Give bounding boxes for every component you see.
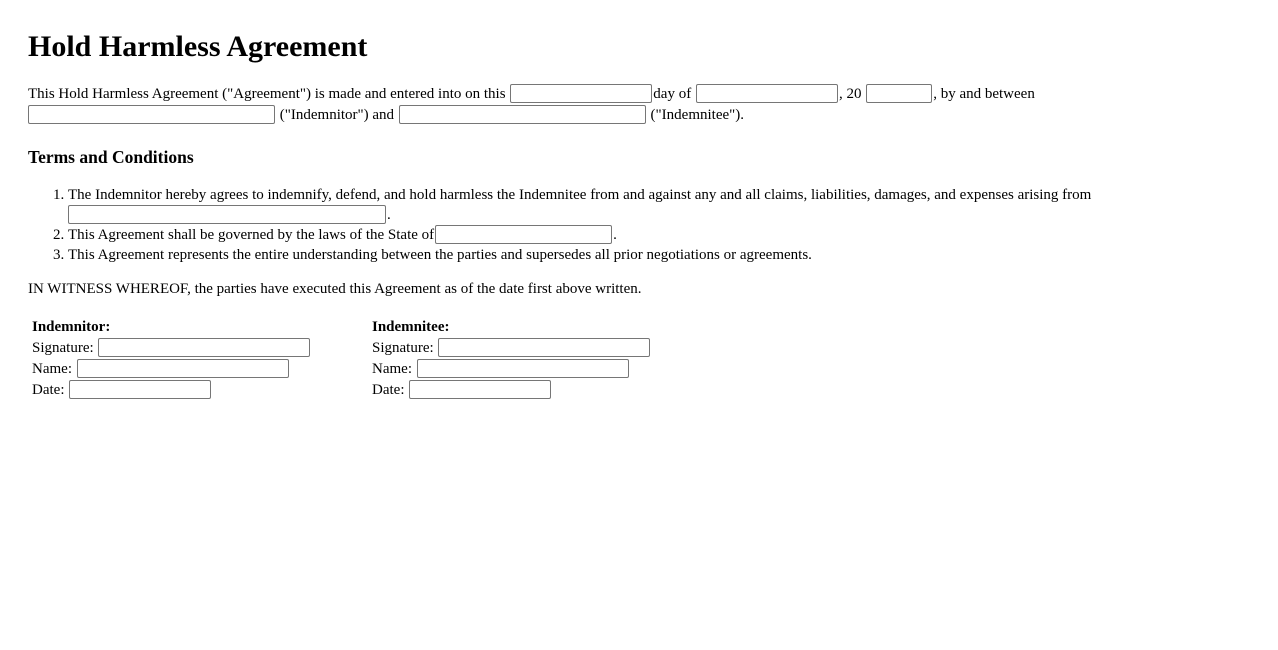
indemnitor-signature-field[interactable] xyxy=(98,338,310,357)
term-2-text: This Agreement shall be governed by the laws of the State of xyxy=(68,227,435,243)
term-2-suffix: . xyxy=(613,227,617,243)
indemnitee-date-field[interactable] xyxy=(409,380,551,399)
indemnitee-name-field[interactable] xyxy=(399,105,646,124)
intro-text-3: , 20 xyxy=(838,86,862,102)
claims-source-field[interactable] xyxy=(68,205,386,224)
year-field[interactable] xyxy=(866,84,932,103)
term-3-text: This Agreement represents the entire understanding between the parties and supersedes all prior negotiations or agreements. xyxy=(68,247,812,263)
month-field[interactable] xyxy=(696,84,838,103)
indemnitee-signature-block xyxy=(371,316,652,402)
indemnitee-heading: Indemnitee: xyxy=(372,319,450,335)
state-field[interactable] xyxy=(435,225,612,244)
indemnitee-signature-label: Signature: xyxy=(372,340,434,356)
intro-text-1: This Hold Harmless Agreement ("Agreement") is made and entered into on this xyxy=(28,86,506,102)
term-item-3 xyxy=(68,245,1250,265)
intro-text-6: ("Indemnitee"). xyxy=(650,107,745,123)
indemnitor-heading: Indemnitor: xyxy=(32,319,111,335)
indemnitee-date-label: Date: xyxy=(372,382,405,398)
terms-heading: Terms and Conditions xyxy=(28,147,194,167)
term-1-text: The Indemnitor hereby agrees to indemnify, defend, and hold harmless the Indemnitee from and against any and all claims, liabilities, damages, and expenses arising from xyxy=(68,187,1092,203)
indemnitor-printed-name-field[interactable] xyxy=(77,359,289,378)
indemnitor-signature-block xyxy=(31,316,369,402)
page-title: Hold Harmless Agreement xyxy=(28,30,368,63)
indemnitor-date-field[interactable] xyxy=(69,380,211,399)
intro-text-4: , by and between xyxy=(933,86,1035,102)
day-field[interactable] xyxy=(510,84,652,103)
term-1-suffix: . xyxy=(387,207,391,223)
term-item-2 xyxy=(68,225,1250,245)
term-item-1 xyxy=(68,185,1250,225)
indemnitor-name-field[interactable] xyxy=(28,105,275,124)
intro-text-2: day of xyxy=(653,86,692,102)
indemnitor-signature-label: Signature: xyxy=(32,340,94,356)
indemnitee-signature-field[interactable] xyxy=(438,338,650,357)
intro-text-5: ("Indemnitor") and xyxy=(279,107,395,123)
terms-list xyxy=(28,185,1250,265)
signature-table xyxy=(29,314,654,404)
intro-paragraph xyxy=(28,84,1250,126)
indemnitor-date-label: Date: xyxy=(32,382,65,398)
witness-statement: IN WITNESS WHEREOF, the parties have executed this Agreement as of the date first above written. xyxy=(28,281,642,297)
indemnitor-name-label: Name: xyxy=(32,361,72,377)
indemnitee-name-label: Name: xyxy=(372,361,412,377)
indemnitee-printed-name-field[interactable] xyxy=(417,359,629,378)
